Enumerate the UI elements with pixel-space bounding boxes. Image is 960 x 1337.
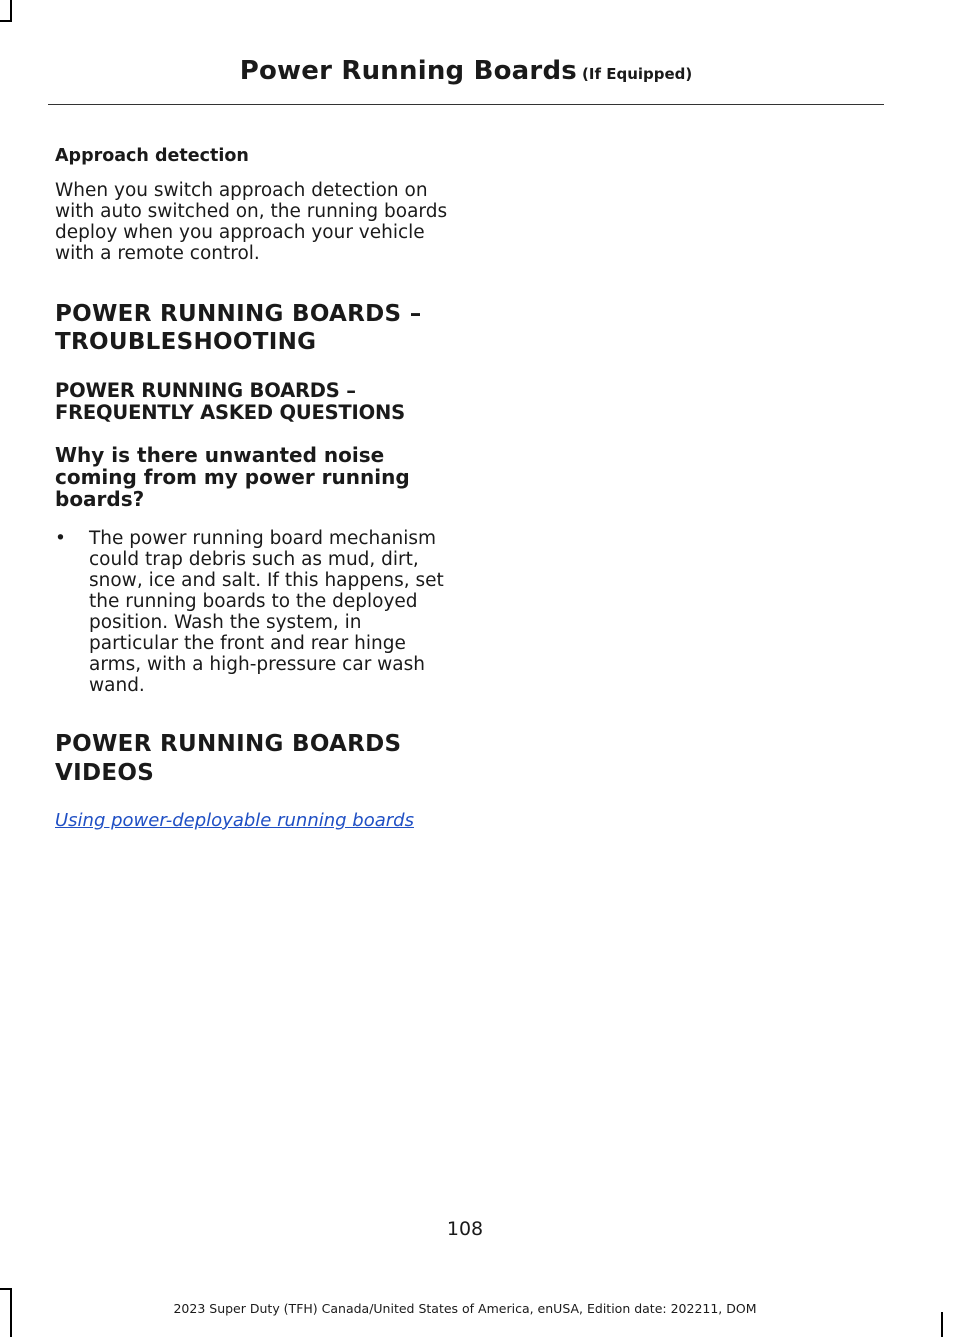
header-title: Power Running Boards [239,56,577,86]
header-rule [48,104,884,105]
crop-mark [0,1288,12,1290]
footer-text: 2023 Super Duty (TFH) Canada/United States of America, enUSA, Edition date: 202211, DOM [173,1301,757,1316]
faq-heading: POWER RUNNING BOARDS – FREQUENTLY ASKED QUESTIONS [55,379,405,424]
troubleshooting-heading-line2: TROUBLESHOOTING [55,329,317,355]
crop-mark [10,0,12,22]
approach-heading: Approach detection [55,146,249,166]
question-heading: Why is there unwanted noise coming from my power running boards? [55,443,410,511]
page-header [48,56,884,86]
header-qualifier: (If Equipped) [582,65,693,83]
approach-text: When you switch approach detection on with auto switched on, the running boards deploy when you approach your vehicle with a remote control. [55,180,448,264]
page-number: 108 [446,1218,484,1240]
answer-text: The power running board mechanism could trap debris such as mud, dirt, snow, ice and salt. If this happens, set the running boards to the deployed position. Wash the system, in particular the front and rear hinge arms, with a high-pressure car wash wand. [89,528,444,696]
crop-mark [941,1312,943,1337]
list-item [55,528,453,696]
video-link[interactable]: Using power-deployable running boards [55,810,414,831]
content-column [55,146,453,831]
troubleshooting-heading-line1: POWER RUNNING BOARDS – [55,301,422,327]
videos-heading-line1: POWER RUNNING BOARDS [55,731,402,757]
bullet-symbol: • [55,528,66,549]
videos-heading [55,730,453,788]
troubleshooting-heading [55,300,453,356]
videos-heading-line2: VIDEOS [55,760,155,786]
crop-mark [0,20,12,22]
